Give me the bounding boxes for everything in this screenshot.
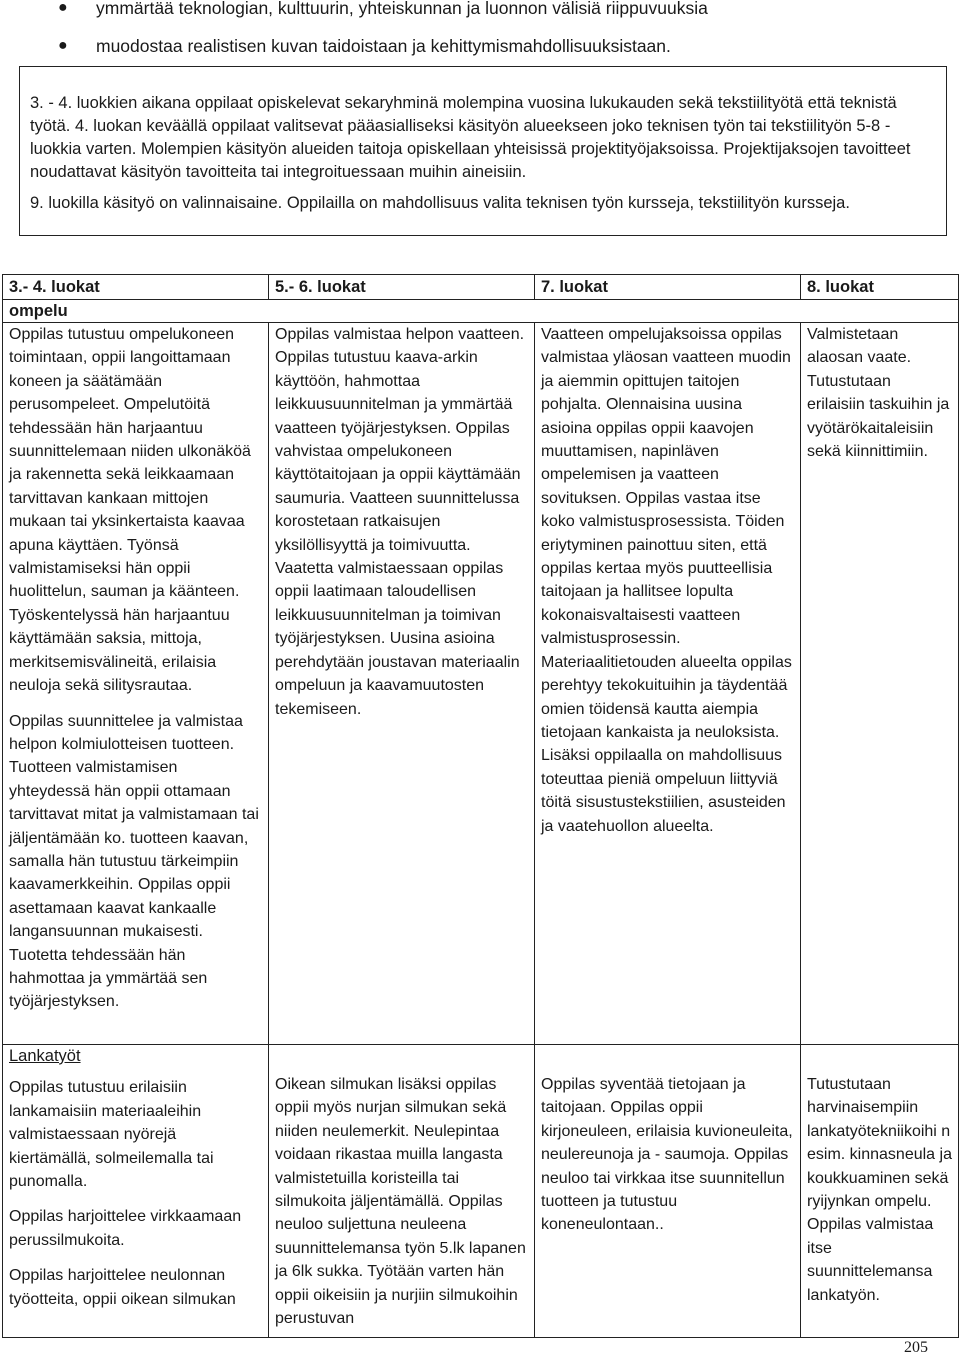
table-cell [3,323,269,1045]
objective-item: ● ymmärtää teknologian, kulttuurin, yhteiskunnan ja luonnon välisiä riippuvuuksia [58,0,708,18]
intro-box [19,66,947,236]
cell-paragraph: Tutustutaan harvinaisempiin lankatyötekniikoihi n esim. kinnasneula ja koukkuaminen sekä ryijynkan ompelu. Oppilas valmistaa itse suunnittelemansa lankatyön. [807,1076,952,1304]
header-cell: 7. luokat [535,275,801,300]
header-cell: 8. luokat [801,275,959,300]
table-header-row [3,275,959,300]
table-cell [801,323,959,1045]
table-cell [3,1045,269,1338]
cell-paragraph: Valmistetaan alaosan vaate. Tutustutaan erilaisiin taskuihin ja vyötärökaitaleisiin sekä kiinnittimiin. [807,326,950,461]
header-cell: 3.- 4. luokat [3,275,269,300]
table-cell [535,323,801,1045]
cell-paragraph: Oppilas tutustuu ompelukoneen toimintaan, oppii langoittamaan koneen ja säätämään perusompeleet. Ompelutöitä tehdessään hän harjaantuu suunnittelemaan niiden ulkonäköä ja rakennetta sekä leikkaamaan tarvittavan kankaan mittojen mukaan tai yksinkertaista kaavaa apuna käyttäen. Työnsä valmistamiseksi hän oppii huolittelun, sauman ja käänteen. Työskentelyssä hän harjaantuu käyttämään saksia, mittoja, merkitsemisvälineitä, erilaisia neuloja sekä silitysrautaa. [9,326,251,695]
cell-paragraph: Oppilas harjoittelee virkkaamaan perussilmukoita. [9,1208,242,1249]
intro-paragraph: 9. luokilla käsityö on valinnaisaine. Oppilailla on mahdollisuus valita teknisen työn kursseja, tekstiilityön kursseja. [30,194,850,212]
bullet-icon: ● [58,0,68,16]
header-cell: 5.- 6. luokat [269,275,535,300]
cell-paragraph: Oppilas tutustuu erilaisiin lankamaisiin materiaaleihin valmistaessaan nyörejä kiertämällä, solmeilemalla tai punomalla. [9,1079,214,1191]
cell-paragraph: Oikean silmukan lisäksi oppilas oppii myös nurjan silmukan sekä niiden neulemerkit. Neulepintaa voidaan rikastaa muilla langasta valmistetuilla koristeilla tai silmukoita jäljentämällä. Oppilas neuloo suljettuna neuleena suunnittelemansa työn 5.lk lapanen ja 6lk sukka. Työtään varten hän oppii oikeisiin ja nurjiin silmukoihin perustuvan [275,1076,526,1328]
table-row [3,1045,959,1338]
bullet-icon: ● [58,37,68,54]
objectives-list [58,0,938,72]
table-cell [801,1045,959,1338]
section-label-row [3,300,959,323]
cell-paragraph: Oppilas syventää tietojaan ja taitojaan. Oppilas oppii kirjoneuleen, erilaisia kuvioneuleita, neulereunoja ja - saumoja. Oppilas neuloo tai virkkaa itse suunnitellun tuotteen ja tutustuu koneneulontaan.. [541,1076,793,1234]
intro-paragraph: 3. - 4. luokkien aikana oppilaat opiskelevat sekaryhminä molempina vuosina lukukauden sekä tekstiilityötä että teknistä työtä. 4. luokan keväällä oppilaat valitsevat pääasialliseksi käsityön alueekseen joko teknisen työn tai tekstiilityön 5-8 - luokkia varten. Molempien käsityön alueiden taitoja opiskellaan yhteisissä projektityöjaksoissa. Projektijaksojen tavoitteet noudattavat käsityön tavoitteita tai integroituessaan muihin aineisiin. [30,94,911,181]
curriculum-table [2,274,959,1338]
section-label: Lankatyöt [9,1047,81,1065]
table-cell [269,323,535,1045]
table-cell [535,1045,801,1338]
cell-paragraph: Oppilas suunnittelee ja valmistaa helpon kolmiulotteisen tuotteen. Tuotteen valmistamisen yhteydessä hän oppii ottamaan tarvittavat mitat ja valmistamaan tai jäljentämään ko. tuotteen kaavan, samalla hän tutustuu tärkeimpiin kaavamerkkeihin. Oppilas oppii asettamaan kaavat kankaalle langansuunnan mukaisesti. Tuotetta tehdessään hän hahmottaa ja ymmärtää sen työjärjestyksen. [9,712,259,1011]
section-label: ompelu [3,300,959,323]
page-number: 205 [904,1339,928,1356]
cell-paragraph: Vaatteen ompelujaksoissa oppilas valmistaa yläosan vaatteen muodin ja aiemmin opittujen taitojen pohjalta. Olennaisina uusina asioina oppilas oppii kaavojen muuttamisen, napinläven ompelemisen ja vaatteen sovituksen. Oppilas vastaa itse koko valmistusprosessista. Töiden eriytyminen painottuu siten, että oppilas kertaa myös puutteellisia taitojaan ja hallitsee lopulta kokonaisvaltaisesti vaatteen valmistusprosessin. Materiaalitietouden alueelta oppilas perehtyy tekokuituihin ja täydentää omien töidensä kautta aiempia tietojaan kankaista ja neuloksista. Lisäksi oppilaalla on mahdollisuus toteuttaa pieniä ompeluun liittyviä töitä sisustustekstiilien, asusteiden ja vaatehuollon alueelta. [541,326,792,835]
table-cell [269,1045,535,1338]
cell-paragraph: Oppilas harjoittelee neulonnan työotteita, oppii oikean silmukan [9,1267,236,1308]
cell-paragraph: Oppilas valmistaa helpon vaatteen. Oppilas tutustuu kaava-arkin käyttöön, hahmottaa leikkuusuunnitelman ja ymmärtää vaatteen työjärjestyksen. Oppilas vahvistaa ompelukoneen käyttötaitojaan ja oppii käyttämään saumuria. Vaatteen suunnittelussa korostetaan ratkaisujen yksilöllisyyttä ja toimivuutta. Vaatetta valmistaessaan oppilas oppii laatimaan taloudellisen leikkuusuunnitelman ja toimivan työjärjestyksen. Uusina asioina perehdytään joustavan materiaalin ompeluun ja kaavamuutosten tekemiseen. [275,326,525,718]
objective-item: ● muodostaa realistisen kuvan taidoistaan ja kehittymismahdollisuuksistaan. [58,36,671,56]
table-row [3,323,959,1045]
